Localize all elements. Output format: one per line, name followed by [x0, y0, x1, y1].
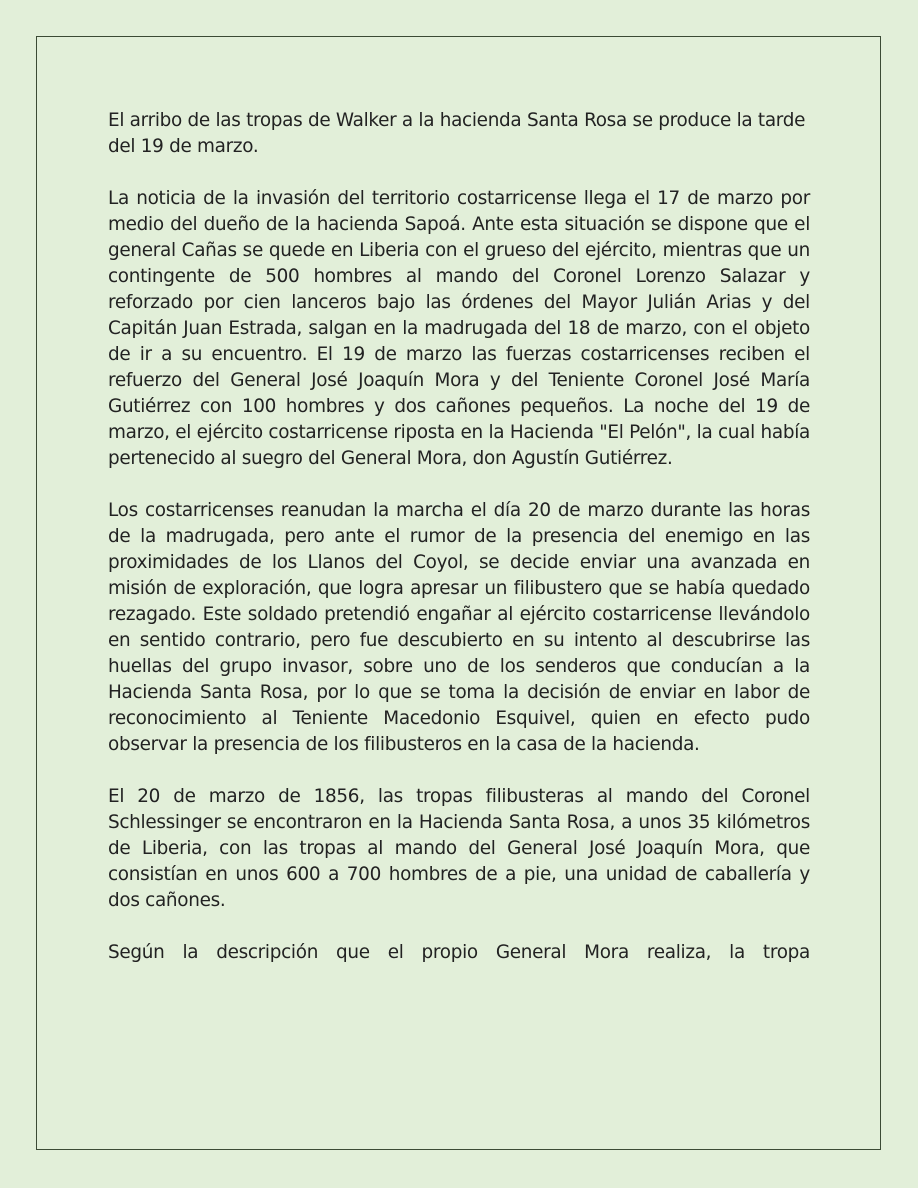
paragraph-march-resumed: Los costarricenses reanudan la marcha el día 20 de marzo durante las horas de la madrugada, pero ante el rumor de la presencia del enemigo en las proximidades de los Llanos del Coyol, se decide enviar una avanzada en misión de exploración, que logra apresar un filibustero que se había quedado rezagado. Este soldado pretendió engañar al ejército costarricense llevándolo en sentido contrario, pero fue descubierto en su intento al descubrirse las huellas del grupo invasor, sobre uno de los senderos que conducían a la Hacienda Santa Rosa, por lo que se toma la decisión de enviar en labor de reconocimiento al Teniente Macedonio Esquivel, quien en efecto pudo observar la presencia de los filibusteros en la casa de la hacienda. — [108, 500, 810, 755]
paragraph-encounter: El 20 de marzo de 1856, las tropas filibusteras al mando del Coronel Schlessinger se encontraron en la Hacienda Santa Rosa, a unos 35 kilómetros de Liberia, con las tropas al mando del General José Joaquín Mora, que consistían en unos 600 a 700 hombres de a pie, una unidad de caballería y dos cañones. — [108, 786, 810, 911]
document-body — [108, 108, 810, 992]
paragraph-invasion-news: La noticia de la invasión del territorio costarricense llega el 17 de marzo por medio del dueño de la hacienda Sapoá. Ante esta situación se dispone que el general Cañas se quede en Liberia con el grueso del ejército, mientras que un contingente de 500 hombres al mando del Coronel Lorenzo Salazar y reforzado por cien lanceros bajo las órdenes del Mayor Julián Arias y del Capitán Juan Estrada, salgan en la madrugada del 18 de marzo, con el objeto de ir a su encuentro. El 19 de marzo las fuerzas costarricenses reciben el refuerzo del General José Joaquín Mora y del Teniente Coronel José María Gutiérrez con 100 hombres y dos cañones pequeños. La noche del 19 de marzo, el ejército costarricense riposta en la Hacienda "El Pelón", la cual había pertenecido al suegro del General Mora, don Agustín Gutiérrez. — [108, 188, 810, 469]
paragraph-mora-description: Según la descripción que el propio General Mora realiza, la tropa — [108, 942, 810, 963]
paragraph-arrival: El arribo de las tropas de Walker a la hacienda Santa Rosa se produce la tarde del 19 de marzo. — [108, 110, 806, 157]
